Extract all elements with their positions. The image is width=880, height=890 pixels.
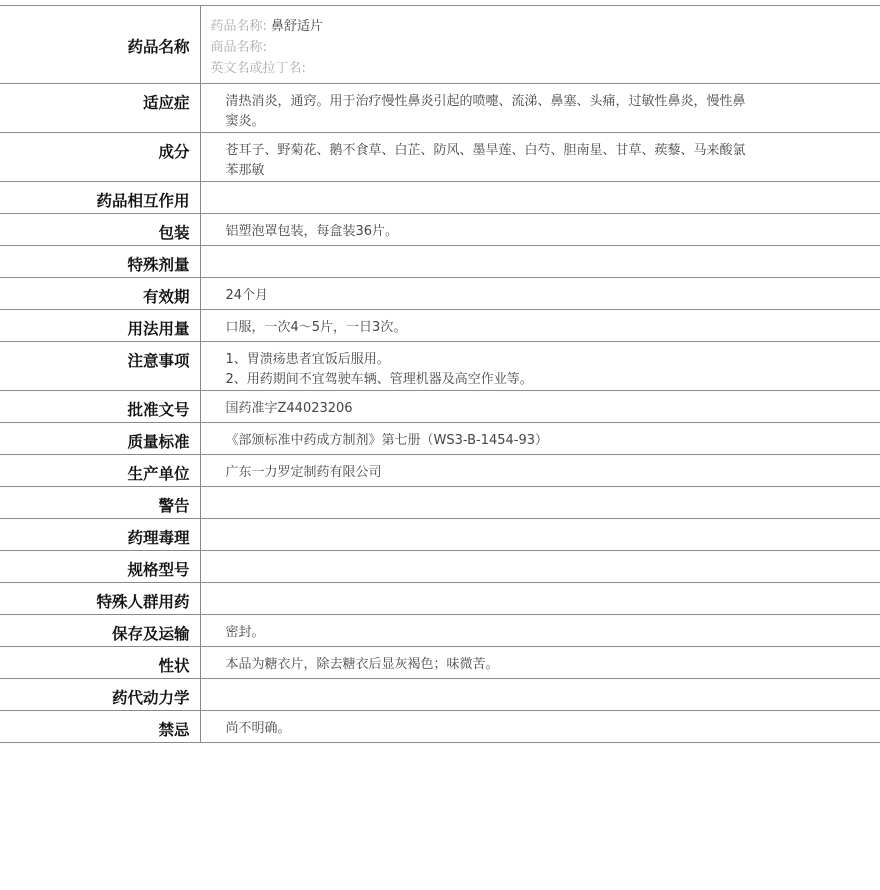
row-key: 有效期 xyxy=(0,278,200,310)
row-value xyxy=(200,551,880,583)
trade-name-label: 商品名称: xyxy=(210,40,267,55)
row-value xyxy=(200,310,880,342)
row-key: 特殊人群用药 xyxy=(0,583,200,615)
row-value-line: 苯那敏 xyxy=(225,163,265,178)
english-name-line xyxy=(211,58,880,79)
table-row xyxy=(0,214,880,246)
row-key: 药品相互作用 xyxy=(0,182,200,214)
row-value-line: 清热消炎，通窍。用于治疗慢性鼻炎引起的喷嚏、流涕、鼻塞、头痛，过敏性鼻炎，慢性鼻 xyxy=(225,94,746,109)
row-value xyxy=(200,278,880,310)
row-value xyxy=(200,133,880,182)
table-row xyxy=(0,133,880,182)
table-row xyxy=(0,711,880,743)
row-value-line: 24个月 xyxy=(225,288,269,303)
row-value xyxy=(200,182,880,214)
row-value-line: 广东一力罗定制药有限公司 xyxy=(225,465,382,480)
table-row xyxy=(0,342,880,391)
drug-spec-table xyxy=(0,5,880,743)
row-key: 包装 xyxy=(0,214,200,246)
row-value-line: 2、用药期间不宜驾驶车辆、管理机器及高空作业等。 xyxy=(225,372,533,387)
row-value xyxy=(200,583,880,615)
table-row xyxy=(0,615,880,647)
table-row-drug-name xyxy=(0,6,880,84)
row-value xyxy=(200,423,880,455)
table-row xyxy=(0,487,880,519)
table-row xyxy=(0,519,880,551)
english-name-label: 英文名或拉丁名: xyxy=(210,61,306,76)
row-value xyxy=(200,711,880,743)
row-value-line: 国药准字Z44023206 xyxy=(225,401,353,416)
generic-name-value: 鼻舒适片 xyxy=(271,19,324,34)
row-value xyxy=(200,647,880,679)
row-value-line: 铝塑泡罩包装，每盒装36片。 xyxy=(225,224,399,239)
row-value-line: 苍耳子、野菊花、鹅不食草、白芷、防风、墨旱莲、白芍、胆南星、甘草、蒺藜、马来酸氯 xyxy=(225,143,746,158)
generic-name-line xyxy=(211,16,880,37)
row-key: 药理毒理 xyxy=(0,519,200,551)
row-value xyxy=(200,246,880,278)
row-value-line: 口服，一次4～5片，一日3次。 xyxy=(225,320,407,335)
row-value-line: 《部颁标准中药成方制剂》第七册（WS3-B-1454-93） xyxy=(225,433,549,448)
row-key: 特殊剂量 xyxy=(0,246,200,278)
table-row xyxy=(0,278,880,310)
table-row xyxy=(0,583,880,615)
row-value-line: 尚不明确。 xyxy=(225,721,291,736)
row-key: 性状 xyxy=(0,647,200,679)
row-value xyxy=(200,214,880,246)
table-row xyxy=(0,423,880,455)
row-key: 成分 xyxy=(0,133,200,182)
table-row xyxy=(0,647,880,679)
row-key: 批准文号 xyxy=(0,391,200,423)
row-value xyxy=(200,679,880,711)
row-value xyxy=(200,6,880,84)
row-value-line: 密封。 xyxy=(225,625,265,640)
row-key: 用法用量 xyxy=(0,310,200,342)
trade-name-line xyxy=(211,37,880,58)
row-value-line: 1、胃溃疡患者宜饭后服用。 xyxy=(225,352,390,367)
table-row xyxy=(0,391,880,423)
row-key: 禁忌 xyxy=(0,711,200,743)
table-row xyxy=(0,182,880,214)
row-key: 药代动力学 xyxy=(0,679,200,711)
row-key: 药品名称 xyxy=(0,6,200,84)
row-value xyxy=(200,615,880,647)
row-key: 适应症 xyxy=(0,84,200,133)
row-key: 生产单位 xyxy=(0,455,200,487)
table-row xyxy=(0,679,880,711)
row-value xyxy=(200,455,880,487)
row-key: 注意事项 xyxy=(0,342,200,391)
row-key: 保存及运输 xyxy=(0,615,200,647)
generic-name-label: 药品名称: xyxy=(210,19,267,34)
table-row xyxy=(0,84,880,133)
table-row xyxy=(0,246,880,278)
row-key: 规格型号 xyxy=(0,551,200,583)
row-value xyxy=(200,487,880,519)
row-value xyxy=(200,84,880,133)
row-key: 质量标准 xyxy=(0,423,200,455)
row-value-line: 本品为糖衣片，除去糖衣后显灰褐色；味微苦。 xyxy=(225,657,499,672)
row-value xyxy=(200,519,880,551)
table-row xyxy=(0,310,880,342)
table-row xyxy=(0,455,880,487)
row-value xyxy=(200,342,880,391)
row-value xyxy=(200,391,880,423)
row-key: 警告 xyxy=(0,487,200,519)
row-value-line: 窦炎。 xyxy=(225,114,265,129)
table-row xyxy=(0,551,880,583)
